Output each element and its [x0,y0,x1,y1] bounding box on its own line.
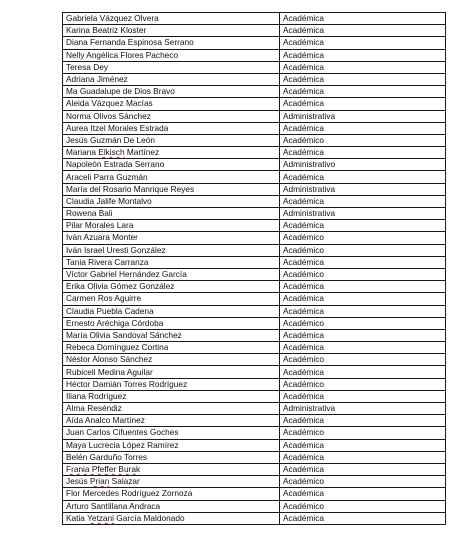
name-cell: Jesús Prian Salazar [63,476,280,488]
name-cell: Rowena Bali [63,208,280,220]
table-row [63,232,446,244]
staff-type-cell: Académica [280,293,446,305]
spellcheck-underline: Frania Pfeffer Burak [66,464,141,475]
name-cell [63,463,280,475]
name-cell: María del Rosario Manrique Reyes [63,183,280,195]
table-row [63,256,446,268]
name-cell: Mariana Elkisch Martínez [63,147,280,159]
staff-type-cell: Administrativa [280,403,446,415]
table-row [63,37,446,49]
staff-type-cell: Académica [280,220,446,232]
staff-type-cell: Académica [280,13,446,25]
name-cell: Tania Rivera Carranza [63,256,280,268]
name-cell: Gabriela Vázquez Olvera [63,13,280,25]
spellcheck-underline: Elkisch [98,147,125,158]
staff-type-cell: Administrativa [280,183,446,195]
table-row [63,451,446,463]
table-row [63,244,446,256]
table-row [63,25,446,37]
name-cell: Iván Israel Uresti González [63,244,280,256]
name-cell: Jesús Guzmán De León [63,134,280,146]
name-cell: Néstor Alonso Sánchez [63,354,280,366]
staff-type-cell: Académico [280,244,446,256]
table-row [63,183,446,195]
staff-type-cell: Académica [280,195,446,207]
staff-type-cell: Académico [280,500,446,512]
table-row [63,208,446,220]
table-row [63,366,446,378]
name-cell: Maya Lucrecia López Ramírez [63,439,280,451]
staff-type-cell: Académica [280,49,446,61]
table-row [63,268,446,280]
table-row [63,122,446,134]
table-row [63,293,446,305]
staff-type-cell: Académico [280,354,446,366]
name-cell: Erika Olivia Gómez González [63,281,280,293]
roster-table [62,12,446,525]
staff-type-cell: Académico [280,134,446,146]
staff-type-cell: Académico [280,232,446,244]
name-cell: Claudia Jalife Montalvo [63,195,280,207]
staff-type-cell: Académico [280,317,446,329]
table-row [63,439,446,451]
table-row [63,110,446,122]
name-cell: Claudia Puebla Cadena [63,305,280,317]
name-cell: Karina Beatriz Kloster [63,25,280,37]
spellcheck-underline: Prian [89,476,110,487]
name-cell: Araceli Parra Guzmán [63,171,280,183]
staff-type-cell: Académica [280,415,446,427]
table-row [63,281,446,293]
name-cell: Alma Reséndiz [63,403,280,415]
staff-type-cell: Académica [280,86,446,98]
staff-type-cell: Administrativa [280,110,446,122]
staff-type-cell: Académica [280,451,446,463]
name-cell: María Olivia Sandoval Sánchez [63,329,280,341]
staff-type-cell: Académica [280,463,446,475]
staff-type-cell: Académica [280,488,446,500]
name-cell: Belén Garduño Torres [63,451,280,463]
table-row [63,415,446,427]
table-row [63,378,446,390]
name-cell: Carmen Ros Aguirre [63,293,280,305]
table-row [63,500,446,512]
name-cell: Adriana Jiménez [63,73,280,85]
staff-type-cell: Académica [280,439,446,451]
table-row [63,220,446,232]
staff-type-cell: Académico [280,378,446,390]
staff-type-cell: Administrativo [280,159,446,171]
table-row [63,329,446,341]
table-row [63,463,446,475]
staff-type-cell: Académica [280,256,446,268]
staff-type-cell: Académica [280,25,446,37]
name-cell: Ma Guadalupe de Dios Bravo [63,86,280,98]
staff-type-cell: Académica [280,61,446,73]
table-row [63,403,446,415]
spellcheck-underline: Yetzani [87,512,114,523]
staff-type-cell: Académica [280,147,446,159]
table-row [63,476,446,488]
name-cell: Pilar Morales Lara [63,220,280,232]
table-row [63,147,446,159]
staff-type-cell: Académica [280,329,446,341]
table-row [63,73,446,85]
staff-type-cell: Académica [280,73,446,85]
table-row [63,86,446,98]
staff-type-cell: Académica [280,512,446,524]
staff-type-cell: Académico [280,268,446,280]
staff-type-cell: Académica [280,122,446,134]
table-row [63,488,446,500]
name-cell: Héctor Damián Torres Rodríguez [63,378,280,390]
name-cell: Arturo Santillana Andraca [63,500,280,512]
staff-type-cell: Académica [280,390,446,402]
staff-type-cell: Académico [280,476,446,488]
staff-type-cell: Académica [280,305,446,317]
name-cell: Juan Carlos Cifuentes Goches [63,427,280,439]
name-cell: Aída Analco Martínez [63,415,280,427]
table-row [63,159,446,171]
table-row [63,354,446,366]
table-row [63,305,446,317]
table-row [63,342,446,354]
name-cell: Napoleón Estrada Serrano [63,159,280,171]
staff-type-cell: Académica [280,98,446,110]
staff-type-cell: Académico [280,427,446,439]
staff-type-cell: Académica [280,281,446,293]
staff-type-cell: Académica [280,366,446,378]
table-row [63,317,446,329]
staff-type-cell: Académica [280,342,446,354]
name-cell: Víctor Gabriel Hernández García [63,268,280,280]
table-row [63,61,446,73]
name-cell: Rubiceli Medina Aguilar [63,366,280,378]
staff-type-cell: Académica [280,37,446,49]
table-row [63,171,446,183]
table-row [63,13,446,25]
staff-type-cell: Administrativa [280,208,446,220]
name-cell: Iván Azuara Monter [63,232,280,244]
name-cell: Nelly Angélica Flores Pacheco [63,49,280,61]
table-row [63,427,446,439]
name-cell: Ernesto Aréchiga Córdoba [63,317,280,329]
table-row [63,512,446,524]
name-cell: Flor Mercedes Rodríguez Zornoza [63,488,280,500]
name-cell: Katia Yetzani García Maldonado [63,512,280,524]
name-cell: Diana Fernanda Espinosa Serrano [63,37,280,49]
staff-type-cell: Académica [280,171,446,183]
name-cell: Teresa Dey [63,61,280,73]
table-row [63,390,446,402]
name-cell: Aurea Itzel Morales Estrada [63,122,280,134]
table-row [63,134,446,146]
roster-body [63,13,446,525]
name-cell: Rebeca Domínguez Cortina [63,342,280,354]
table-row [63,195,446,207]
table-row [63,98,446,110]
table-row [63,49,446,61]
name-cell: Iliana Rodríguez [63,390,280,402]
name-cell: Norma Olivos Sánchez [63,110,280,122]
name-cell: Aleida Vázquez Macías [63,98,280,110]
